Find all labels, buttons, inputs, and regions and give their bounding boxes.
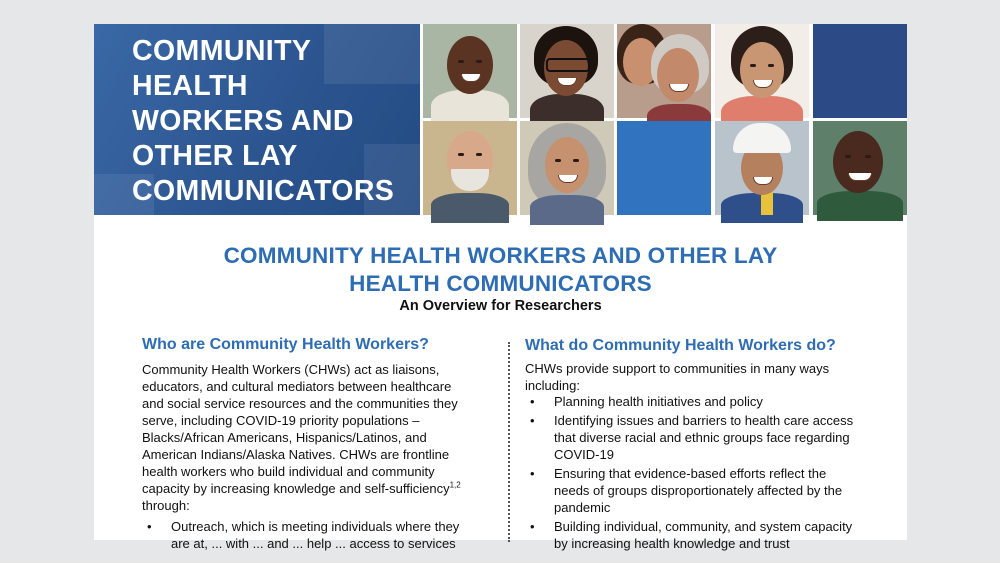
bullet-icon: • [530, 413, 535, 428]
left-column-bullet-list [142, 518, 478, 554]
photo-older-woman [715, 24, 809, 118]
list-item: • Outreach, which is meeting individuals where they are at, ... with ... and ... help ... access to services [147, 519, 460, 551]
citation-superscript: 1,2 [449, 480, 461, 490]
document-title [94, 242, 907, 298]
bullet-icon: • [530, 519, 535, 534]
document-title-line-1: COMMUNITY HEALTH WORKERS AND OTHER LAY [223, 243, 778, 268]
photo-woman-gray-hair [520, 121, 614, 215]
photo-older-man-beard [423, 121, 517, 215]
list-item: • Planning health initiatives and policy [530, 394, 763, 409]
left-column-body-text: Community Health Workers (CHWs) act as liaisons, educators, and cultural mediators between healthcare and social service resources and the communities they serve, including COVID-19 priority populations – Blacks/African Americans, Hispanics/Latinos, and American Indians/Alaska Natives. CHWs are frontline health workers who build individual and community capacity by increasing knowledge and self-sufficiency [142, 362, 458, 496]
left-column-heading: Who are Community Health Workers? [142, 336, 429, 353]
banner-tile-dark-blue [813, 24, 907, 118]
photo-two-women [617, 24, 711, 118]
bullet-icon: • [147, 519, 152, 534]
document-subtitle: An Overview for Researchers [399, 298, 602, 314]
banner [94, 24, 907, 215]
left-column-body [142, 361, 476, 514]
left-column-body-tail: through: [142, 498, 190, 513]
photo-man-driver [813, 121, 907, 215]
right-column-intro: CHWs provide support to communities in many ways including: [525, 361, 830, 393]
list-item: • Building individual, community, and system capacity by increasing health knowledge and trust [530, 519, 853, 551]
photo-man-smiling [423, 24, 517, 118]
document-page [94, 24, 907, 551]
photo-woman-glasses [520, 24, 614, 118]
right-column-heading: What do Community Health Workers do? [525, 337, 836, 354]
document-title-line-2: HEALTH COMMUNICATORS [349, 271, 652, 296]
bullet-icon: • [530, 466, 535, 481]
banner-tile-mid-blue [617, 121, 711, 215]
list-item: • Ensuring that evidence-based efforts reflect the needs of groups disproportionately affected by the pandemic [530, 466, 843, 515]
banner-title: COMMUNITY HEALTH WORKERS AND OTHER LAY COMMUNICATORS [132, 35, 395, 207]
right-column-bullet-list [525, 393, 865, 554]
bullet-icon: • [530, 394, 535, 409]
banner-title-panel [94, 24, 420, 215]
photo-man-hard-hat [715, 121, 809, 215]
column-divider [508, 342, 510, 542]
list-item: • Identifying issues and barriers to health care access that diverse racial and ethnic groups face regarding COVID-19 [530, 413, 854, 462]
